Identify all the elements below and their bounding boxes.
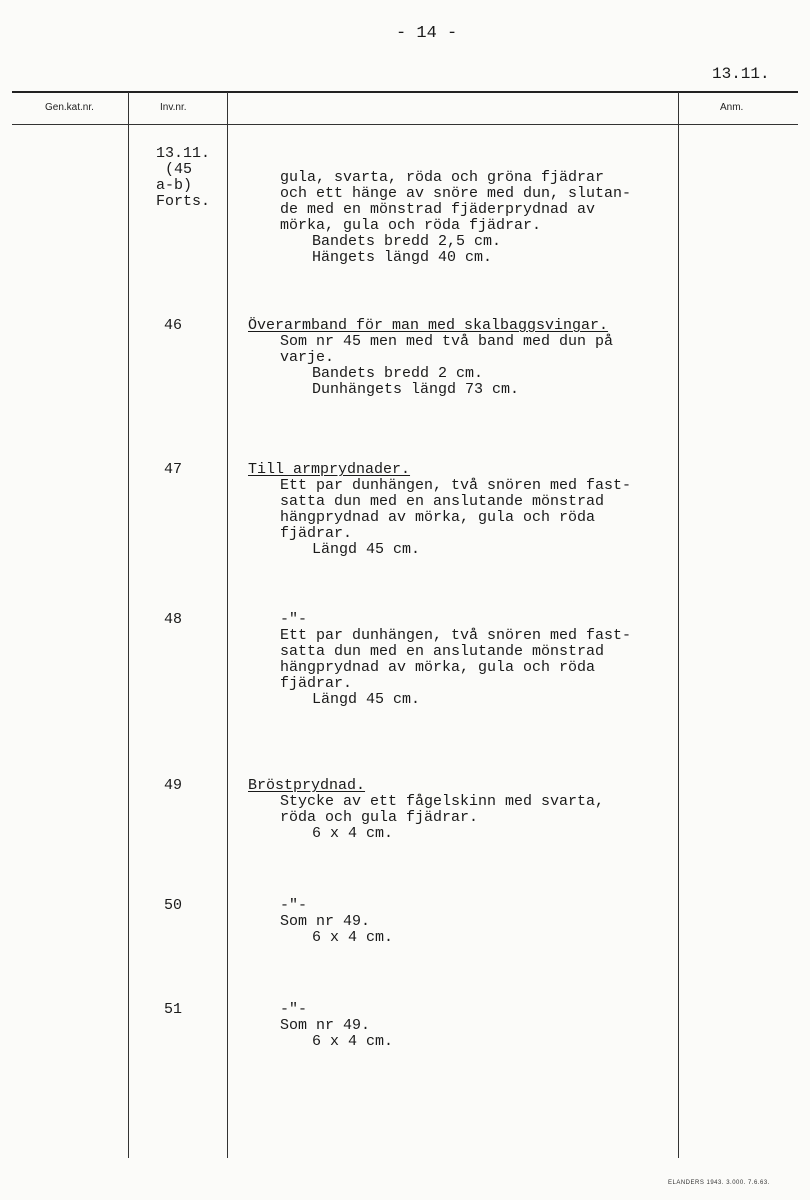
description-line: Ett par dunhängen, två snören med fast- xyxy=(280,477,632,494)
column-header-anm: Anm. xyxy=(720,102,744,113)
description-line: Stycke av ett fågelskinn med svarta, xyxy=(280,793,605,810)
description-line: satta dun med en anslutande mönstrad xyxy=(280,493,605,510)
inv-number-line: 51 xyxy=(164,1001,183,1018)
column-divider-inv-desc xyxy=(227,92,228,1158)
description-line: röda och gula fjädrar. xyxy=(280,809,479,826)
printer-mark: ELANDERS 1943. 3.000. 7.6.63. xyxy=(668,1180,770,1186)
measurement-line: Bandets bredd 2 cm. xyxy=(312,365,484,382)
entry-description xyxy=(248,612,631,708)
measurement-line: Hängets längd 40 cm. xyxy=(312,249,493,266)
column-divider-gen-inv xyxy=(128,92,129,1158)
ditto-mark: -"- xyxy=(280,611,308,628)
description-line: mörka, gula och röda fjädrar. xyxy=(280,217,542,234)
entry-description xyxy=(248,462,631,558)
inv-number-line: 47 xyxy=(164,461,183,478)
measurement-line: Längd 45 cm. xyxy=(312,691,421,708)
inv-number-line: 50 xyxy=(164,897,183,914)
entry-description xyxy=(248,170,631,266)
inv-number xyxy=(156,146,210,210)
description-line: hängprydnad av mörka, gula och röda xyxy=(280,509,596,526)
entry-description xyxy=(248,898,393,946)
description-line: Som nr 45 men med två band med dun på xyxy=(280,333,614,350)
measurement-line: Dunhängets längd 73 cm. xyxy=(312,381,520,398)
measurement-line: 6 x 4 cm. xyxy=(312,929,394,946)
inv-number-line: 49 xyxy=(164,777,183,794)
measurement-line: Längd 45 cm. xyxy=(312,541,421,558)
inv-number-line: Forts. xyxy=(156,193,211,210)
entry-description xyxy=(248,318,613,398)
catalog-code: 13.11. xyxy=(712,65,770,83)
measurement-line: Bandets bredd 2,5 cm. xyxy=(312,233,502,250)
description-line: Ett par dunhängen, två snören med fast- xyxy=(280,627,632,644)
inv-number-line: 46 xyxy=(164,317,183,334)
ditto-mark: -"- xyxy=(280,897,308,914)
column-header-gen-kat-nr: Gen.kat.nr. xyxy=(45,102,94,113)
description-line: varje. xyxy=(280,349,335,366)
page-number: - 14 - xyxy=(396,24,458,43)
description-line: de med en mönstrad fjäderprydnad av xyxy=(280,201,596,218)
description-line: fjädrar. xyxy=(280,675,353,692)
ditto-mark: -"- xyxy=(280,1001,308,1018)
entry-title: Bröstprydnad. xyxy=(248,777,366,794)
description-line: och ett hänge av snöre med dun, slutan- xyxy=(280,185,632,202)
inv-number-line: (45 xyxy=(156,161,193,178)
inv-number xyxy=(164,318,182,334)
inv-number-line: 13.11. xyxy=(156,145,211,162)
header-bottom-rule xyxy=(12,124,798,125)
inv-number-line: a-b) xyxy=(156,177,193,194)
description-line: hängprydnad av mörka, gula och röda xyxy=(280,659,596,676)
column-divider-desc-anm xyxy=(678,92,679,1158)
inv-number xyxy=(164,1002,182,1018)
measurement-line: 6 x 4 cm. xyxy=(312,1033,394,1050)
inv-number xyxy=(164,898,182,914)
entry-description xyxy=(248,778,604,842)
description-line: gula, svarta, röda och gröna fjädrar xyxy=(280,169,605,186)
entry-title: Till armprydnader. xyxy=(248,461,411,478)
description-line: fjädrar. xyxy=(280,525,353,542)
entry-title: Överarmband för man med skalbaggsvingar. xyxy=(248,317,609,334)
header-top-rule xyxy=(12,91,798,93)
description-line: Som nr 49. xyxy=(280,1017,371,1034)
inv-number xyxy=(164,612,182,628)
inv-number xyxy=(164,462,182,478)
inv-number xyxy=(164,778,182,794)
description-line: satta dun med en anslutande mönstrad xyxy=(280,643,605,660)
description-line: Som nr 49. xyxy=(280,913,371,930)
entry-description xyxy=(248,1002,393,1050)
measurement-line: 6 x 4 cm. xyxy=(312,825,394,842)
column-header-inv-nr: Inv.nr. xyxy=(160,102,187,113)
inv-number-line: 48 xyxy=(164,611,183,628)
